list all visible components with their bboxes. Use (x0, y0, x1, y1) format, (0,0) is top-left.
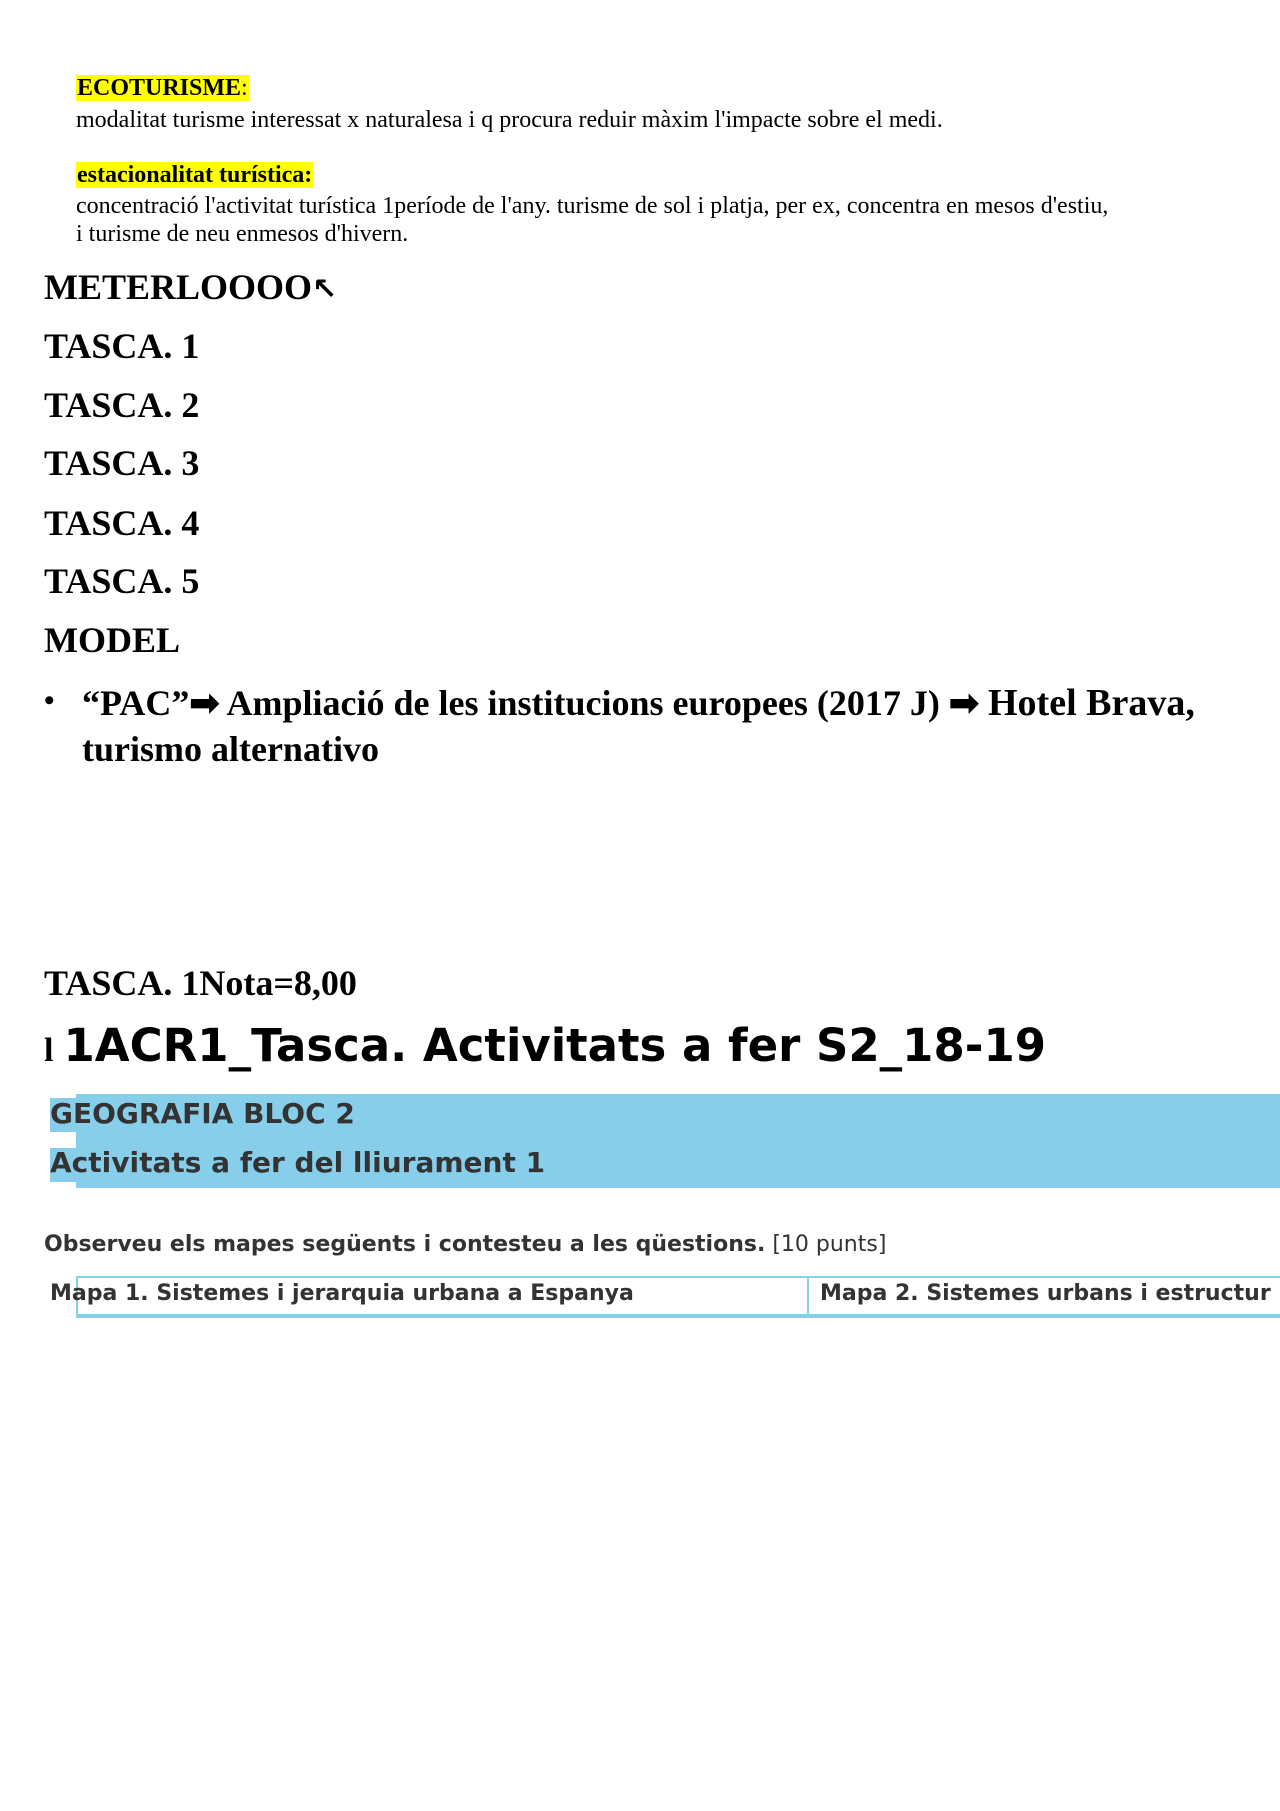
band-title: GEOGRAFIA BLOC 2 (50, 1097, 355, 1130)
heading-tasca-3: TASCA. 3 (44, 443, 200, 483)
map-2-header: Mapa 2. Sistemes urbans i estructur (820, 1281, 1271, 1306)
heading-model: MODEL (44, 620, 181, 660)
heading-tasca-4: TASCA. 4 (44, 503, 200, 543)
arrow-up-left-icon: ↖ (312, 272, 338, 307)
heading-tasca-5: TASCA. 5 (44, 561, 200, 601)
ecoturisme-definition: modalitat turisme interessat x naturalesa i q procura reduir màxim l'impacte sobre el medi. (76, 107, 943, 133)
heading-meterlooo: METERLOOOO↖ (44, 267, 338, 307)
bullet-item: “PAC”➡ Ampliació de les institucions europees (2017 J) ➡ Hotel Brava, turismo alternativo (82, 682, 1195, 769)
title-marker: l (44, 1032, 54, 1069)
map-1-header: Mapa 1. Sistemes i jerarquia urbana a Espanya (50, 1281, 634, 1306)
heading-tasca-1: TASCA. 1 (44, 326, 200, 366)
map-table-divider (807, 1276, 809, 1318)
tasca-nota: TASCA. 1Nota=8,00 (44, 963, 357, 1003)
instruction: Observeu els mapes següents i contesteu a les qüestions. [10 punts] (44, 1232, 887, 1257)
document-title: l 1ACR1_Tasca. Activitats a fer S2_18-19 (44, 1019, 1047, 1072)
ecoturisme-highlight: ECOTURISME: (77, 75, 248, 101)
ecoturisme-term (76, 74, 249, 102)
estacionalitat-definition-line1: concentració l'activitat turística 1període de l'any. turisme de sol i platja, per ex, concentra en mesos d'estiu, (76, 193, 1109, 219)
estacionalitat-definition-line2: i turisme de neu enmesos d'hivern. (76, 221, 409, 247)
estacionalitat-term (76, 161, 313, 189)
band-subtitle: Activitats a fer del lliurament 1 (50, 1146, 546, 1179)
bullet-marker: • (44, 684, 55, 717)
heading-tasca-2: TASCA. 2 (44, 385, 200, 425)
estacionalitat-highlight: estacionalitat turística: (77, 162, 313, 188)
